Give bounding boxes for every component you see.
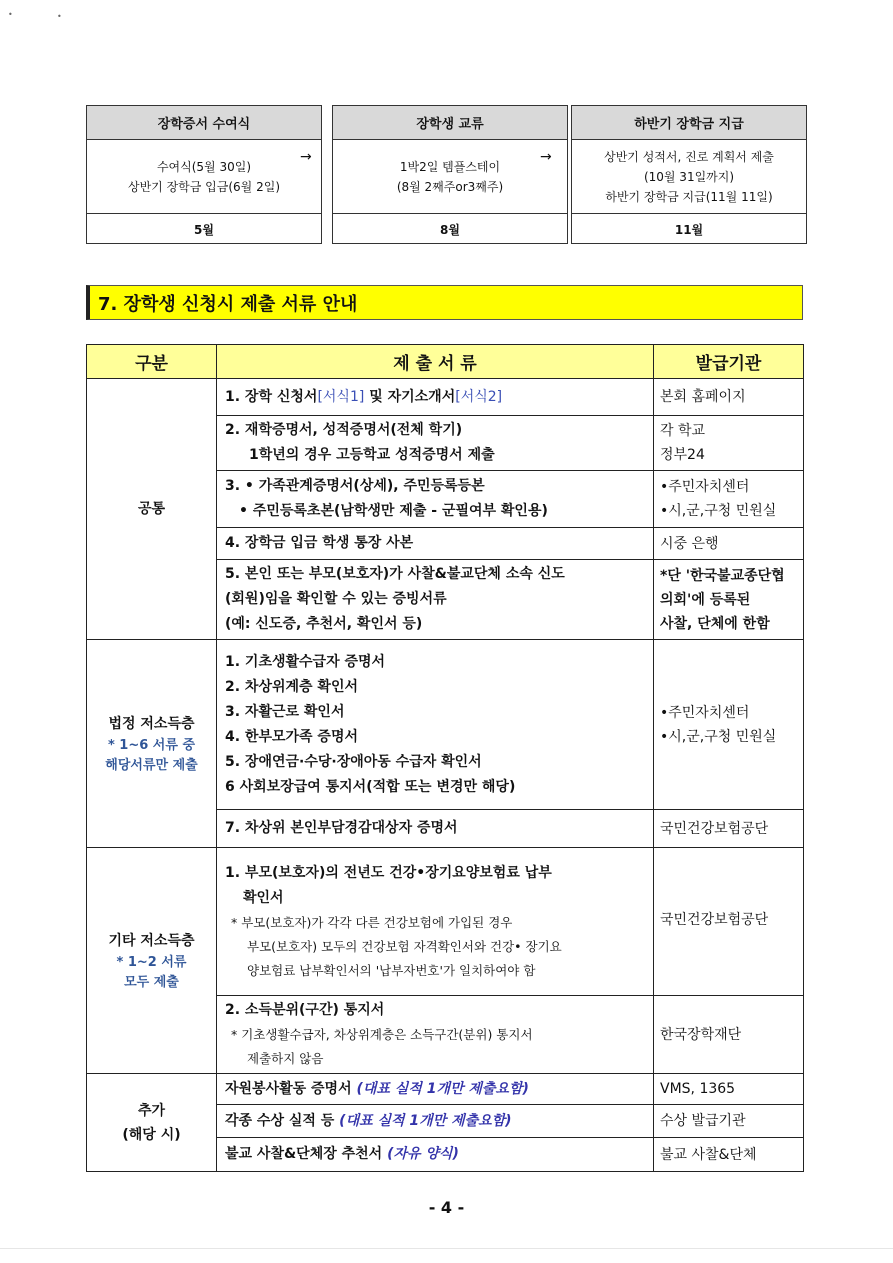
- corner-mark: •: [8, 10, 13, 19]
- category-note: 모두 제출: [124, 974, 179, 990]
- document-text: • 주민등록초본(남학생만 제출 - 군필여부 확인용): [239, 503, 548, 519]
- issuer-text: 의회'에 등록된: [660, 591, 751, 608]
- document-cell: [217, 996, 654, 1074]
- issuer-text: •시,군,구청 민원실: [660, 728, 777, 745]
- timeline-step-line: (10월 31일까지): [643, 169, 735, 184]
- timeline-step-month: 5월: [194, 223, 214, 237]
- document-text: 2. 차상위계층 확인서: [225, 678, 358, 695]
- documents-table: [86, 344, 804, 1172]
- column-header: 발급기관: [654, 345, 804, 379]
- document-cell: [217, 416, 654, 471]
- document-text: 자원봉사활동 증명서: [225, 1080, 357, 1097]
- category-note: * 1~2 서류: [116, 954, 187, 970]
- category-label: 기타 저소득층: [108, 932, 195, 949]
- document-emphasis: (대표 실적 1개만 제출요함): [356, 1080, 529, 1097]
- arrow-right-icon: →: [540, 149, 552, 165]
- document-text: 1. 부모(보호자)의 전년도 건강•장기요양보험료 납부: [225, 864, 552, 881]
- timeline-step-title: 하반기 장학금 지급: [572, 106, 806, 140]
- document-text: 3. 자활근로 확인서: [225, 703, 345, 720]
- timeline-step-august: [332, 105, 568, 244]
- document-text: 각종 수상 실적 등: [225, 1112, 340, 1129]
- issuer-text: •주민자치센터: [660, 479, 750, 495]
- issuer-cell: 불교 사찰&단체: [654, 1138, 804, 1172]
- document-cell: 7. 차상위 본인부담경감대상자 증명서: [217, 810, 654, 848]
- table-row: [87, 1074, 804, 1105]
- timeline-step-line: 1박2일 템플스테이: [399, 159, 501, 174]
- document-text: 6 사회보장급여 통지서(적합 또는 변경만 해당): [225, 778, 516, 795]
- document-cell: [217, 1074, 654, 1105]
- category-note: * 1~6 서류 중: [107, 737, 196, 753]
- divider: [0, 1248, 893, 1249]
- document-text: 5. 본인 또는 부모(보호자)가 사찰&불교단체 소속 신도: [225, 566, 565, 582]
- table-header-row: [87, 345, 804, 379]
- timeline-step-november: [571, 105, 807, 244]
- document-text: 불교 사찰&단체장 추천서: [225, 1146, 388, 1162]
- issuer-text: 사찰, 단체에 한함: [660, 615, 770, 632]
- document-cell: [217, 640, 654, 810]
- issuer-cell: 국민건강보험공단: [654, 848, 804, 996]
- column-header: 구분: [87, 345, 217, 379]
- document-text: 5. 장애연금·수당·장애아동 수급자 확인서: [225, 753, 482, 770]
- issuer-cell: [654, 640, 804, 810]
- document-text: (회원)임을 확인할 수 있는 증빙서류: [225, 591, 447, 607]
- document-cell: 4. 장학금 입금 학생 통장 사본: [217, 528, 654, 560]
- issuer-cell: VMS, 1365: [654, 1074, 804, 1105]
- timeline-step-line: (8월 2째주or3째주): [396, 179, 504, 194]
- document-note: 양보험료 납부확인서의 '납부자번호'가 일치하여야 함: [247, 962, 536, 978]
- timeline-step-line: 하반기 장학금 지급(11월 11일): [605, 189, 773, 204]
- document-note: * 기초생활수급자, 차상위계층은 소득구간(분위) 통지서: [231, 1027, 533, 1042]
- timeline-step-line: 상반기 성적서, 진로 계획서 제출: [604, 149, 774, 164]
- issuer-text: *단 '한국불교종단협: [660, 567, 785, 584]
- category-label: (해당 시): [122, 1126, 181, 1143]
- category-label: 법정 저소득층: [108, 715, 195, 732]
- document-text: 1. 기초생활수급자 증명서: [225, 653, 386, 670]
- timeline-step-title: 장학생 교류: [333, 106, 567, 140]
- document-emphasis: (대표 실적 1개만 제출요함): [339, 1112, 512, 1129]
- timeline-step-may: [86, 105, 322, 244]
- document-note: 제출하지 않음: [247, 1051, 324, 1066]
- document-text: 확인서: [243, 889, 284, 906]
- document-cell: [217, 848, 654, 996]
- document-note: 부모(보호자) 모두의 건강보험 자격확인서와 건강• 장기요: [247, 938, 562, 954]
- issuer-text: 정부24: [660, 447, 705, 463]
- timeline-step-month: 8월: [440, 223, 460, 237]
- document-cell: [217, 471, 654, 528]
- issuer-cell: 시중 은행: [654, 528, 804, 560]
- document-text: (예: 신도증, 추천서, 확인서 등): [225, 616, 423, 632]
- issuer-cell: 국민건강보험공단: [654, 810, 804, 848]
- section-title: 7. 장학생 신청시 제출 서류 안내: [86, 285, 803, 320]
- category-other-low-income: [87, 848, 217, 1074]
- issuer-text: •시,군,구청 민원실: [660, 503, 777, 519]
- issuer-cell: 한국장학재단: [654, 996, 804, 1074]
- issuer-cell: [654, 416, 804, 471]
- document-cell: [217, 379, 654, 416]
- timeline-step-title: 장학증서 수여식: [87, 106, 321, 140]
- form-reference: [서식2]: [455, 388, 503, 405]
- page-number: - 4 -: [428, 1198, 465, 1217]
- document-text: 및 자기소개서: [364, 388, 456, 405]
- timeline-step-month: 11월: [674, 223, 704, 237]
- category-note: 해당서류만 제출: [105, 757, 198, 773]
- document-text: 2. 재학증명서, 성적증명서(전체 학기): [225, 422, 463, 438]
- document-text: 1. 장학 신청서: [225, 388, 318, 405]
- category-legal-low-income: [87, 640, 217, 848]
- form-reference: [서식1]: [317, 388, 365, 405]
- arrow-right-icon: →: [300, 149, 312, 165]
- timeline-step-line: 상반기 장학금 입금(6월 2일): [128, 179, 280, 194]
- document-note: * 부모(보호자)가 각각 다른 건강보험에 가입된 경우: [231, 914, 513, 930]
- document-text: 2. 소득분위(구간) 통지서: [225, 1002, 385, 1018]
- timeline-step-line: 수여식(5월 30일): [156, 159, 252, 174]
- table-row: [87, 640, 804, 810]
- column-header: 제 출 서 류: [217, 345, 654, 379]
- document-text: 1학년의 경우 고등학교 성적증명서 제출: [249, 447, 495, 463]
- document-text: 3. • 가족관계증명서(상세), 주민등록등본: [225, 478, 485, 494]
- document-text: 4. 한부모가족 증명서: [225, 728, 358, 745]
- issuer-cell: 본회 홈페이지: [654, 379, 804, 416]
- category-extra: [87, 1074, 217, 1172]
- issuer-cell: [654, 471, 804, 528]
- document-cell: [217, 560, 654, 640]
- category-label: 추가: [137, 1102, 166, 1119]
- issuer-cell: 수상 발급기관: [654, 1105, 804, 1138]
- issuer-text: •주민자치센터: [660, 704, 750, 721]
- document-cell: [217, 1105, 654, 1138]
- corner-mark: •: [57, 12, 62, 21]
- table-row: [87, 848, 804, 996]
- issuer-cell: [654, 560, 804, 640]
- category-common: 공통: [87, 379, 217, 640]
- document-cell: [217, 1138, 654, 1172]
- table-row: [87, 379, 804, 416]
- issuer-text: 각 학교: [660, 423, 706, 439]
- document-emphasis: (자유 양식): [387, 1146, 459, 1162]
